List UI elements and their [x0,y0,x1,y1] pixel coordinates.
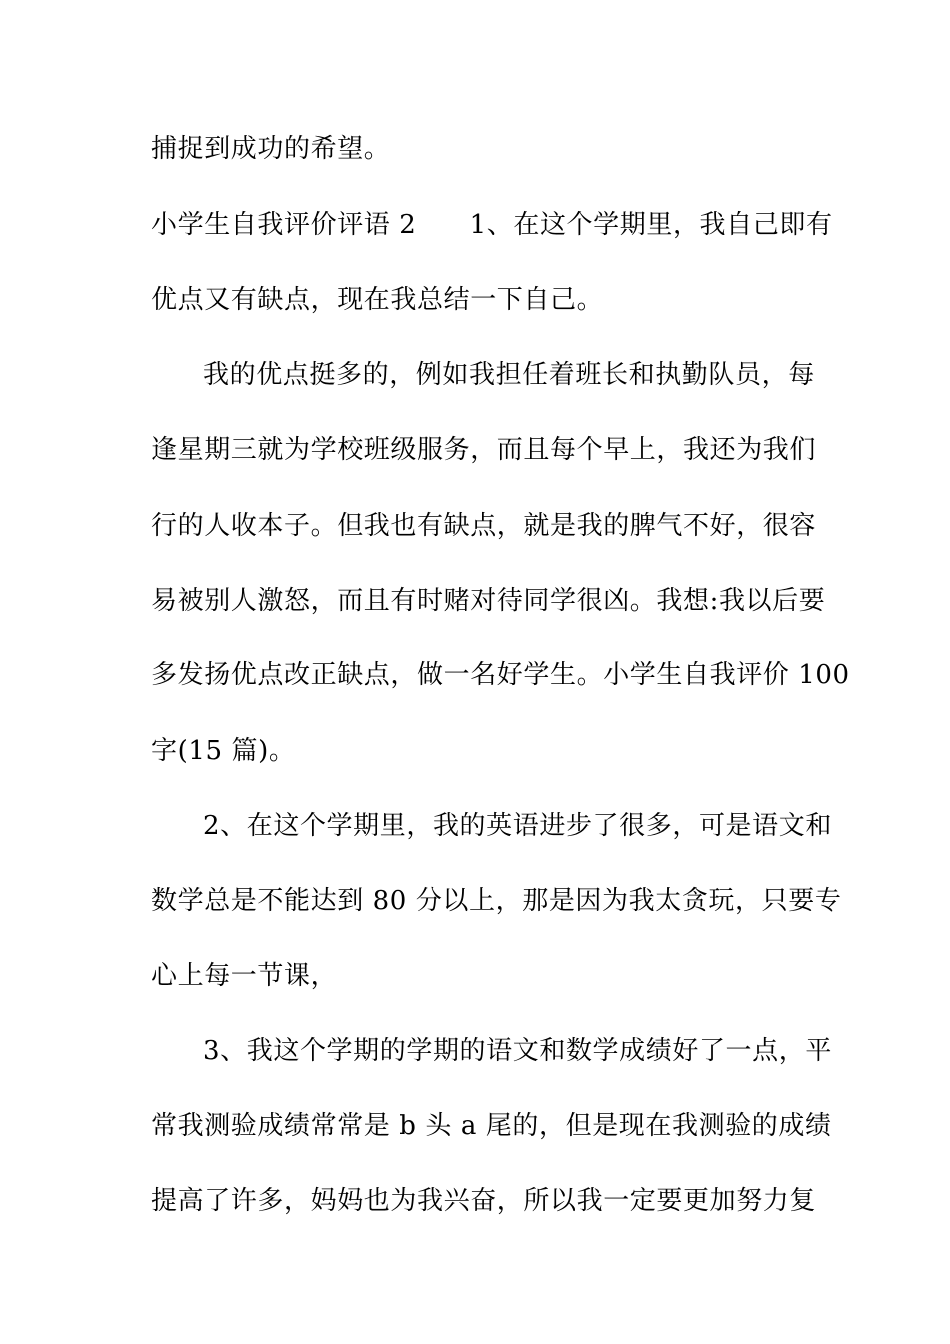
text-line: 捕捉到成功的希望。 [151,134,391,164]
paragraph-first-line: 2、在这个学期里，我的英语进步了很多，可是语文和 [203,811,832,841]
text-line: 心上每一节课， [151,961,338,991]
text-line: 字(15 篇)。 [151,736,296,766]
paragraph-first-line: 3、我这个学期的学期的语文和数学成绩好了一点，平 [203,1036,832,1066]
text-line: 优点又有缺点，现在我总结一下自己。 [151,285,604,315]
text-line: 数学总是不能达到 80 分以上，那是因为我太贪玩，只要专 [151,886,842,916]
text-line: 提高了许多，妈妈也为我兴奋，所以我一定要更加努力复 [151,1186,817,1216]
text-line: 常我测验成绩常常是 b 头 a 尾的，但是现在我测验的成绩 [151,1111,832,1141]
paragraph-first-line: 我的优点挺多的，例如我担任着班长和执勤队员，每 [203,360,815,390]
text-line: 行的人收本子。但我也有缺点，就是我的脾气不好，很容 [151,511,817,541]
text-line: 易被别人激怒，而且有时赌对待同学很凶。我想:我以后要 [151,586,826,616]
text-line: 多发扬优点改正缺点，做一名好学生。小学生自我评价 100 [151,660,850,690]
text-line: 逢星期三就为学校班级服务，而且每个早上，我还为我们 [151,435,817,465]
text-line: 小学生自我评价评语 2 1、在这个学期里，我自己即有 [151,210,833,240]
